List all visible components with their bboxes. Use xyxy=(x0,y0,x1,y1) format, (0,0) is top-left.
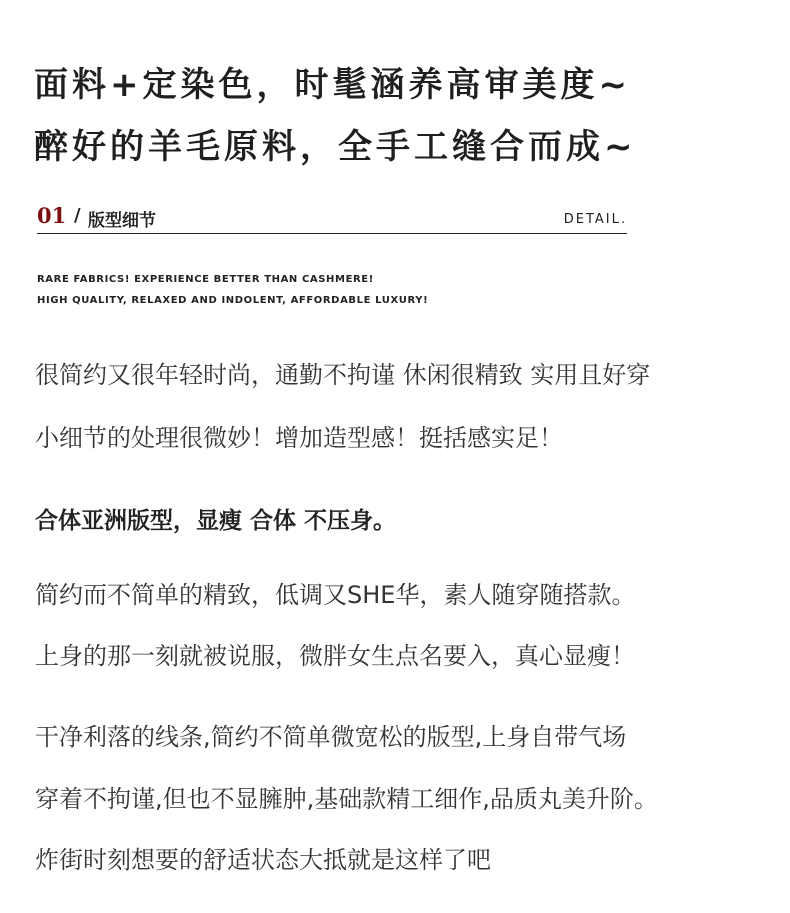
section-number: 01 xyxy=(37,203,67,228)
headline-line-2: 醉好的羊毛原料，全手工缝合而成~ xyxy=(34,127,637,167)
paragraph-3-line-1: 干净利落的线条,简约不简单微宽松的版型,上身自带气场 xyxy=(35,723,627,751)
section-title: 版型细节 xyxy=(88,211,156,231)
paragraph-3-line-3: 炸街时刻想要的舒适状态大抵就是这样了吧 xyxy=(35,846,491,874)
section-slash: / xyxy=(74,205,81,226)
subheading: 合体亚洲版型，显瘦 合体 不压身。 xyxy=(35,508,397,534)
tagline-line-2: HIGH QUALITY, RELAXED AND INDOLENT, AFFORDABLE LUXURY! xyxy=(37,295,429,306)
section-detail-label: DETAIL. xyxy=(563,212,627,227)
paragraph-1-line-2: 小细节的处理很微妙！增加造型感！挺括感实足！ xyxy=(35,424,563,452)
headline-line-1: 面料+定染色，时髦涵养高审美度~ xyxy=(34,65,631,105)
paragraph-2-line-2: 上身的那一刻就被说服，微胖女生点名要入，真心显瘦！ xyxy=(35,642,635,670)
tagline-line-1: RARE FABRICS! EXPERIENCE BETTER THAN CASHMERE! xyxy=(37,274,374,285)
section-header xyxy=(37,203,627,234)
paragraph-2-line-1: 简约而不简单的精致，低调又SHE华，素人随穿随搭款。 xyxy=(35,581,636,609)
paragraph-3-line-2: 穿着不拘谨,但也不显臃肿,基础款精工细作,品质丸美升阶。 xyxy=(35,785,658,813)
paragraph-1-line-1: 很简约又很年轻时尚，通勤不拘谨 休闲很精致 实用且好穿 xyxy=(35,361,651,389)
